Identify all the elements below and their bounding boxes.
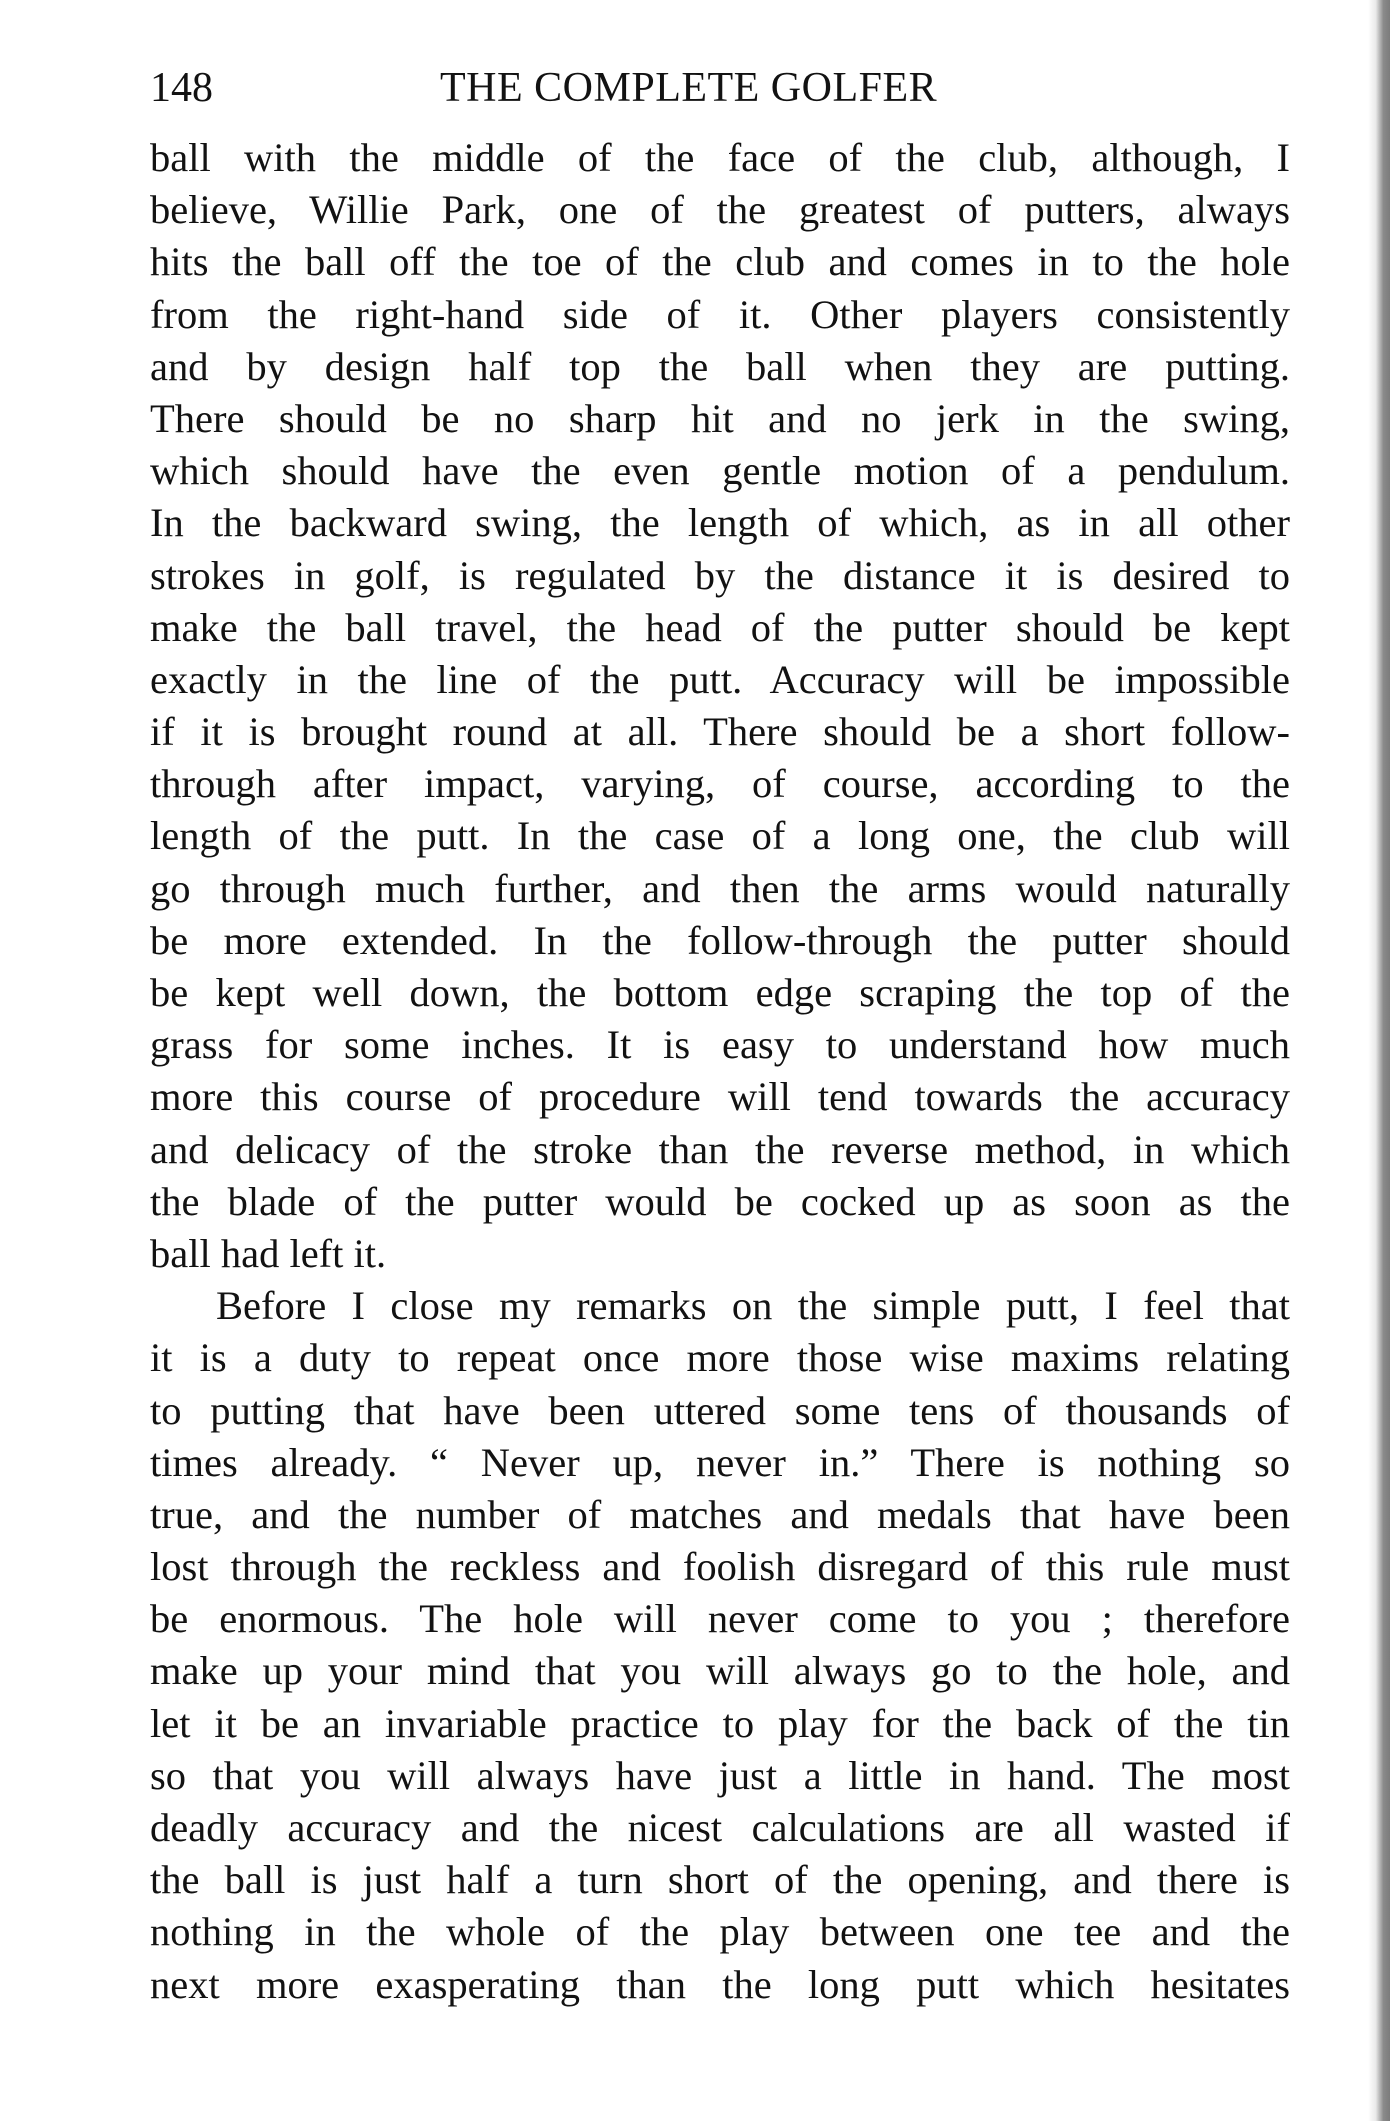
text-line: be more extended. In the follow-through the putter should [150, 917, 1290, 963]
text-line: true, and the number of matches and medals that have been [150, 1491, 1290, 1537]
text-line: make the ball travel, the head of the putter should be kept [150, 604, 1290, 650]
body-text [150, 132, 1290, 2011]
text-line: strokes in golf, is regulated by the distance it is desired to [150, 552, 1290, 598]
text-line: nothing in the whole of the play between one tee and the [150, 1909, 1290, 1955]
text-line: be enormous. The hole will never come to you ; therefore [150, 1596, 1290, 1642]
text-line: deadly accuracy and the nicest calculations are all wasted if [150, 1805, 1290, 1850]
text-line: ball with the middle of the face of the club, although, I [150, 135, 1290, 180]
text-line: There should be no sharp hit and no jerk in the swing, [150, 395, 1290, 441]
paragraph [150, 1280, 1290, 2011]
text-line: the blade of the putter would be cocked up as soon as the [150, 1178, 1290, 1224]
text-line: exactly in the line of the putt. Accuracy will be impossible [150, 656, 1290, 702]
text-line: let it be an invariable practice to play for the back of the tin [150, 1700, 1290, 1746]
page-edge-shadow [1368, 0, 1390, 2121]
page-number: 148 [150, 65, 213, 111]
text-line: make up your mind that you will always go to the hole, and [150, 1648, 1290, 1694]
text-line: length of the putt. In the case of a long one, the club will [150, 813, 1290, 859]
text-line: so that you will always have just a little in hand. The most [150, 1752, 1290, 1798]
text-line: In the backward swing, the length of which, as in all other [150, 500, 1290, 546]
running-title: THE COMPLETE GOLFER [440, 65, 938, 111]
text-line: to putting that have been uttered some tens of thousands of [150, 1387, 1290, 1433]
text-line: which should have the even gentle motion of a pendulum. [150, 448, 1290, 494]
text-line: the ball is just half a turn short of the opening, and there is [150, 1857, 1290, 1903]
text-line: next more exasperating than the long putt which hesitates [150, 1961, 1290, 2007]
text-line: through after impact, varying, of course, according to the [150, 761, 1290, 807]
text-line: believe, Willie Park, one of the greatest of putters, always [150, 187, 1290, 233]
text-line: from the right-hand side of it. Other players consistently [150, 291, 1290, 337]
text-line: more this course of procedure will tend towards the accuracy [150, 1074, 1290, 1120]
text-line: and by design half top the ball when they are putting. [150, 343, 1290, 389]
text-line: lost through the reckless and foolish disregard of this rule must [150, 1544, 1290, 1590]
text-line: it is a duty to repeat once more those wise maxims relating [150, 1335, 1290, 1381]
text-line: if it is brought round at all. There should be a short follow- [150, 709, 1290, 755]
text-line: ball had left it. [150, 1230, 387, 1276]
text-line: grass for some inches. It is easy to understand how much [150, 1022, 1290, 1068]
text-line: be kept well down, the bottom edge scraping the top of the [150, 970, 1290, 1015]
text-line: times already. “ Never up, never in.” There is nothing so [150, 1439, 1290, 1485]
page-header [150, 58, 1290, 118]
paragraph [150, 132, 1290, 1280]
text-line: go through much further, and then the arms would naturally [150, 865, 1290, 911]
text-line: hits the ball off the toe of the club and comes in to the hole [150, 239, 1290, 285]
text-line: Before I close my remarks on the simple putt, I feel that [216, 1283, 1290, 1329]
text-line: and delicacy of the stroke than the reverse method, in which [150, 1126, 1290, 1172]
